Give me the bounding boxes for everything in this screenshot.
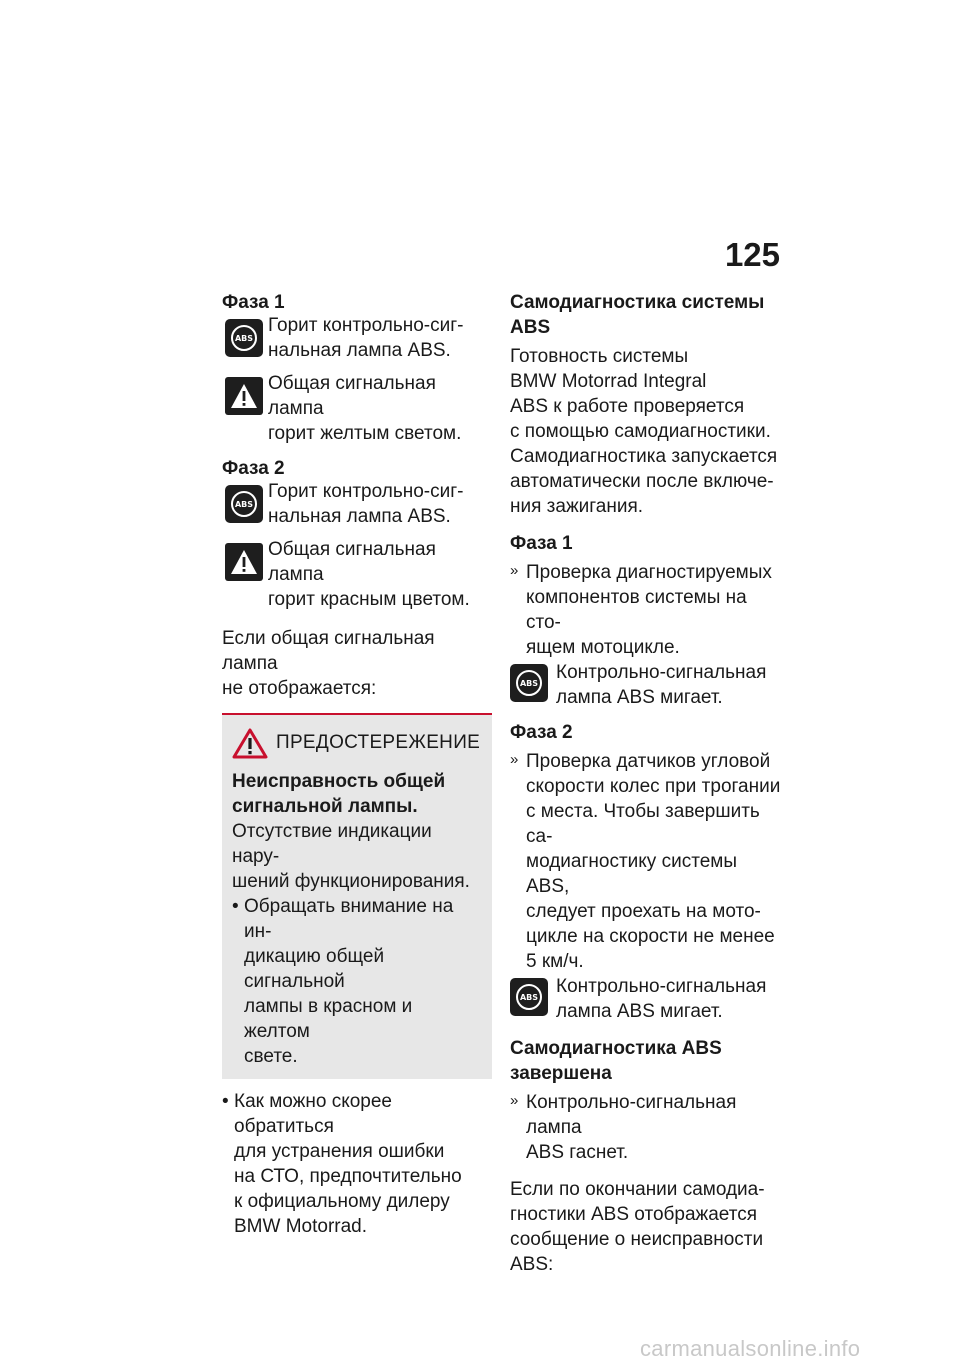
r-phase2-step: » Проверка датчиков угловой скорости колес при трогании с места. Чтобы завершить са- модиагностику системы ABS, следует проехать на мото- цикле на скорости не менее 5 км/ч. <box>510 751 781 972</box>
r-phase2-lamp-text: Контрольно-сигнальная лампа ABS мигает. <box>556 976 767 1022</box>
phase2-abs-row <box>222 479 492 529</box>
abs-icon: ABS <box>510 978 548 1016</box>
left-column <box>222 290 492 1239</box>
right-column <box>510 290 782 1277</box>
phase2-title: Фаза 2 <box>222 458 285 479</box>
if-not-shown-text: Если общая сигнальная лампа не отображается: <box>222 628 435 699</box>
selfdiag-title: Самодиагностика системы ABS <box>510 292 765 338</box>
warning-bullet: • Обращать внимание на ин- дикацию общей сигнальной лампы в красном и желтом свете. <box>232 896 454 1067</box>
r-phase2-title: Фаза 2 <box>510 722 573 743</box>
selfdiag-done-step: » Контрольно-сигнальная лампа ABS гаснет. <box>510 1092 737 1163</box>
warning-triangle-icon <box>225 543 263 581</box>
footer-watermark: carmanualsonline.info <box>640 1336 861 1361</box>
abs-icon: ABS <box>510 664 548 702</box>
phase2-warn-text: Общая сигнальная лампа горит красным цветом. <box>268 539 470 610</box>
r-phase1-title: Фаза 1 <box>510 533 573 554</box>
caution-triangle-icon <box>232 727 268 759</box>
phase1-title: Фаза 1 <box>222 292 285 313</box>
warning-triangle-icon <box>225 377 263 415</box>
r-phase1-lamp-text: Контрольно-сигнальная лампа ABS мигает. <box>556 662 767 708</box>
selfdiag-final-text: Если по окончании самодиа- гностики ABS отображается сообщение о неисправности ABS: <box>510 1179 765 1275</box>
warning-label: ПРЕДОСТЕРЕЖЕНИЕ <box>276 732 481 753</box>
warning-heading: Неисправность общей сигнальной лампы. <box>232 771 446 817</box>
phase2-warn-row <box>222 537 492 612</box>
r-phase2-lamp-row <box>510 974 782 1024</box>
phase1-abs-text: Горит контрольно-сиг- нальная лампа ABS. <box>268 315 464 361</box>
phase1-warn-row <box>222 371 492 446</box>
contact-bullet: • Как можно скорее обратиться для устранения ошибки на СТО, предпочтительно к официальному дилеру BMW Motorrad. <box>222 1091 462 1237</box>
r-phase1-lamp-row <box>510 660 782 710</box>
abs-icon: ABS <box>225 319 263 357</box>
selfdiag-done-title: Самодиагностика ABS завершена <box>510 1038 722 1084</box>
phase1-warn-text: Общая сигнальная лампа горит желтым светом. <box>268 373 462 444</box>
page-number: 125 <box>724 236 780 273</box>
phase2-abs-text: Горит контрольно-сиг- нальная лампа ABS. <box>268 481 464 527</box>
selfdiag-intro: Готовность системы BMW Motorrad Integral ABS к работе проверяется с помощью самодиагностики. Самодиагностика запускается автоматически после включе- ния зажигания. <box>510 346 778 517</box>
warning-header <box>232 727 482 759</box>
warning-box <box>222 713 492 1079</box>
phase1-abs-row <box>222 313 492 363</box>
abs-icon: ABS <box>225 485 263 523</box>
warning-body: Отсутствие индикации нару- шений функционирования. <box>232 821 470 892</box>
r-phase1-step: » Проверка диагностируемых компонентов системы на сто- ящем мотоцикле. <box>510 562 772 658</box>
